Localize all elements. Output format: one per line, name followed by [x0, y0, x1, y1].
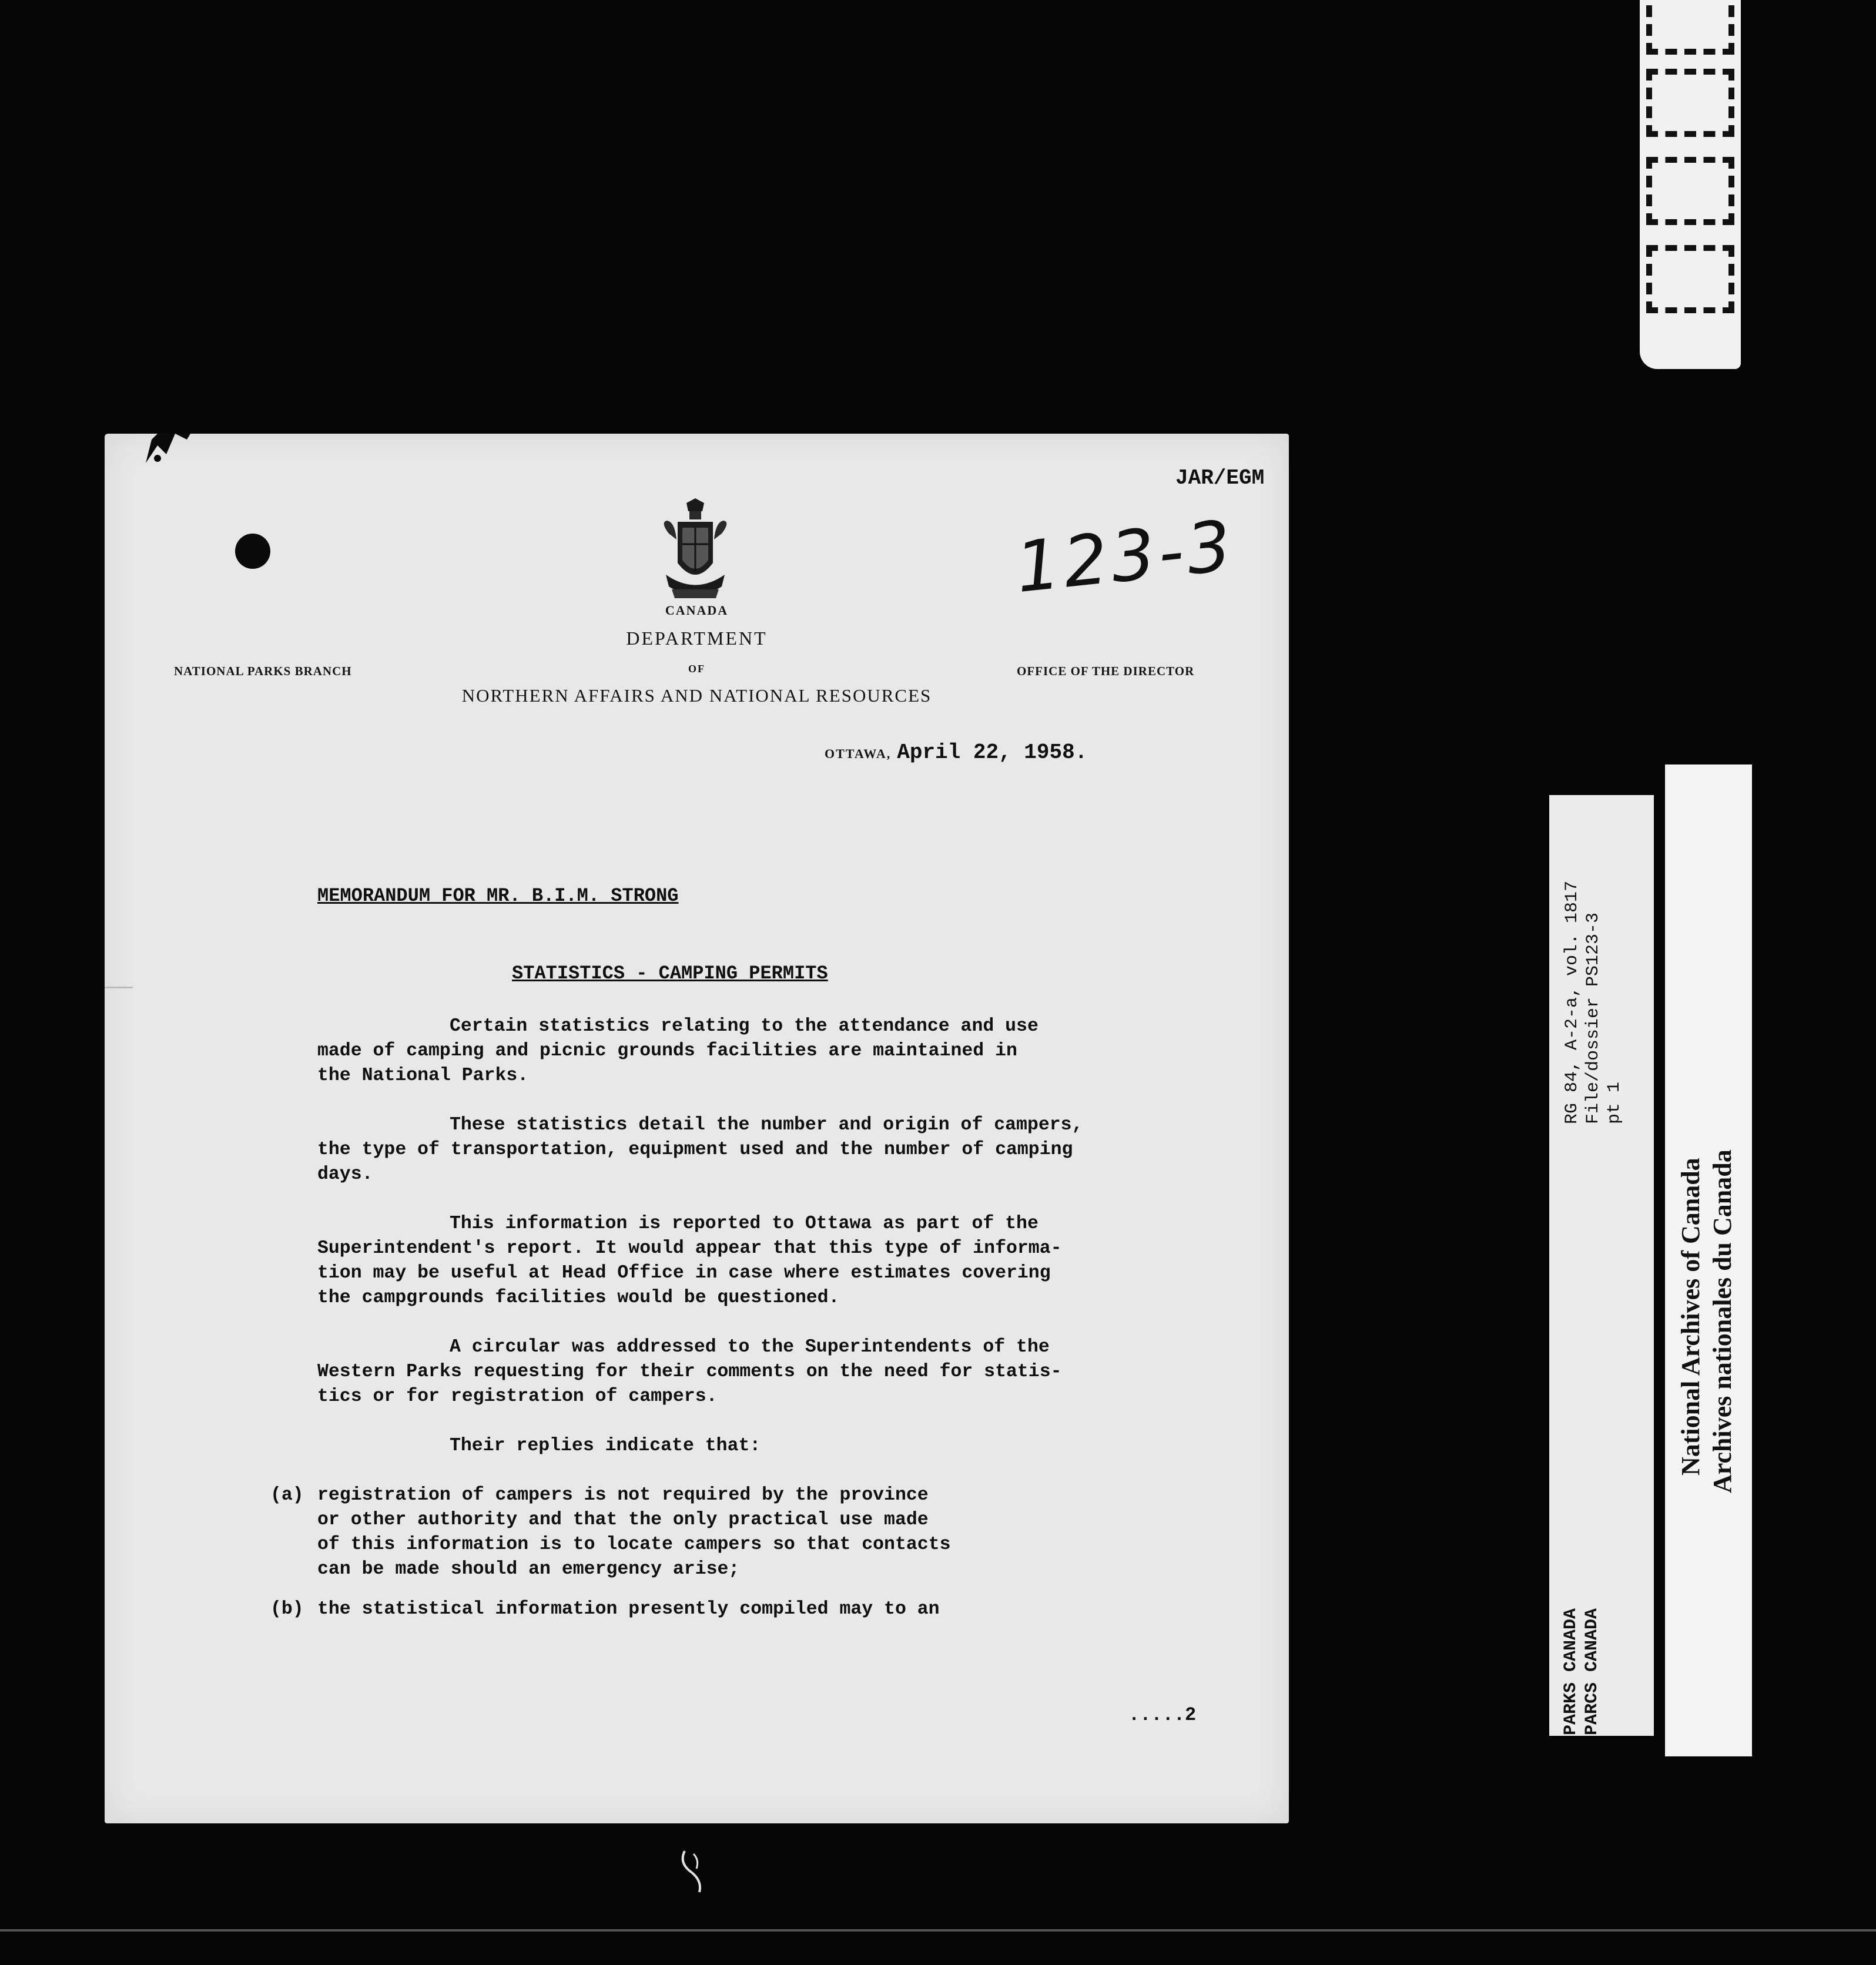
memo-paragraph: A circular was addressed to the Superintendents of the Western Parks requesting for their comments on the need for statis- tics or for registration of campers.: [317, 1337, 1062, 1407]
memo-paragraph: This information is reported to Ottawa as part of the Superintendent's report. It would appear that this type of informa- tion may be useful at Head Office in case where estimates covering the campgrounds facilities would be questioned.: [317, 1213, 1062, 1308]
letterhead-of: OF: [688, 663, 705, 675]
parks-canada-en: PARKS CANADA: [1561, 1608, 1581, 1735]
list-item-text: the statistical information presently compiled may to an: [317, 1599, 940, 1619]
letterhead-department: DEPARTMENT: [626, 628, 768, 649]
archival-reference-label: [1549, 795, 1654, 1736]
replies-intro: Their replies indicate that:: [450, 1436, 761, 1456]
parks-canada-fr: PARCS CANADA: [1582, 1608, 1602, 1735]
letterhead-branch: NATIONAL PARKS BRANCH: [174, 664, 352, 678]
memo-page: [105, 434, 1289, 1823]
memo-recipient: MEMORANDUM FOR MR. B.I.M. STRONG: [317, 885, 679, 907]
torn-corner-mark: [140, 434, 199, 469]
frame-digit-mark: [1646, 0, 1734, 55]
letterhead-ministry: NORTHERN AFFAIRS AND NATIONAL RESOURCES: [461, 685, 932, 706]
canada-coat-of-arms-icon: [654, 498, 736, 610]
archival-part: pt 1: [1604, 1081, 1624, 1124]
date-line: [825, 740, 1087, 764]
date-value: April 22, 1958.: [897, 740, 1088, 764]
list-item-label: (a): [270, 1485, 304, 1505]
film-scratch-mark: [676, 1845, 741, 1898]
memo-body: [270, 1014, 1199, 1637]
typist-reference: JAR/EGM: [1175, 466, 1265, 490]
continued-marker: .....2: [1128, 1704, 1197, 1726]
margin-mark: [105, 987, 133, 988]
memo-subject: STATISTICS - CAMPING PERMITS: [512, 963, 828, 984]
letterhead-country: CANADA: [665, 603, 729, 618]
list-item-label: (b): [270, 1599, 304, 1619]
archives-name-fr: Archives nationales du Canada: [1708, 1149, 1737, 1493]
film-edge-line: [0, 1929, 1876, 1932]
frame-digit-mark: [1646, 157, 1734, 225]
film-frame-tab: [1640, 0, 1741, 369]
frame-digit-mark: [1646, 245, 1734, 313]
archival-file: File/dossier PS123-3: [1583, 912, 1603, 1124]
memo-paragraph: These statistics detail the number and origin of campers, the type of transportation, equipment used and the number of camping days.: [317, 1115, 1083, 1185]
handwritten-file-number: 123-3: [1011, 504, 1239, 609]
archival-reference: RG 84, A-2-a, vol. 1817: [1562, 880, 1582, 1124]
national-archives-label: [1665, 764, 1752, 1756]
frame-digit-mark: [1646, 69, 1734, 137]
punch-hole: [235, 534, 270, 569]
list-item-text: registration of campers is not required by the province or other authority and that the only practical use made of this information is to locate campers so that contacts can be made should an emergency arise;: [317, 1485, 951, 1580]
date-place: OTTAWA,: [825, 746, 892, 761]
archives-name-en: National Archives of Canada: [1676, 1158, 1705, 1476]
memo-paragraph: Certain statistics relating to the attendance and use made of camping and picnic grounds facilities are maintained in the National Parks.: [317, 1016, 1038, 1086]
letterhead-office: OFFICE OF THE DIRECTOR: [1017, 664, 1195, 678]
list-item: [270, 1597, 1199, 1622]
list-item: [270, 1483, 1199, 1582]
